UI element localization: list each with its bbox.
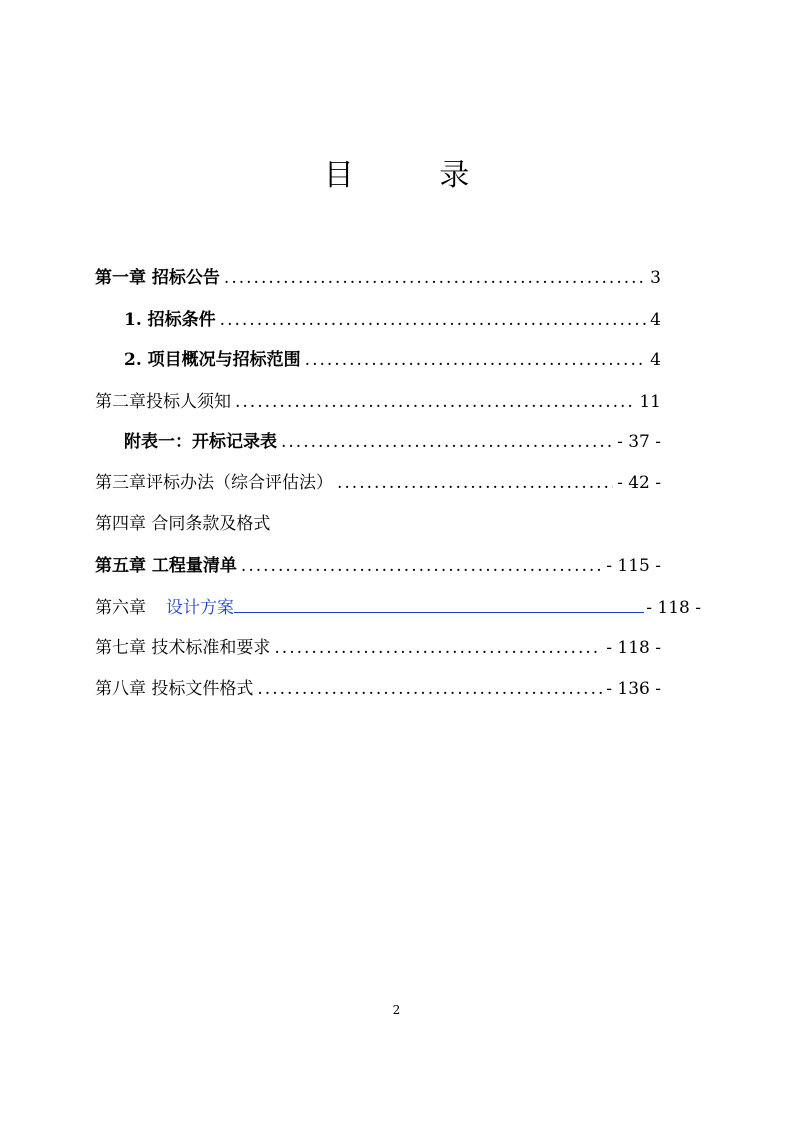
toc-entry-label: 2. 项目概况与招标范围	[124, 350, 301, 370]
toc-leader-dots	[257, 677, 602, 701]
toc-leader-dots	[235, 390, 635, 414]
toc-leader-dots	[337, 471, 613, 495]
toc-entry-page: - 37 -	[617, 432, 661, 452]
toc-entry-label: 第三章评标办法（综合评估法）	[95, 473, 333, 493]
hyperlink-underline	[234, 595, 644, 613]
toc-entry-label: 第八章 投标文件格式	[95, 679, 254, 699]
toc-entry-page: - 118 -	[646, 598, 701, 618]
toc-leader-dots	[241, 554, 602, 578]
toc-title: 目 录	[323, 158, 508, 193]
toc-entry-label: 附表一：开标记录表	[124, 432, 277, 452]
toc-link-design-plan[interactable]: 设计方案	[166, 598, 234, 618]
toc-entry-page: - 136 -	[606, 679, 661, 699]
toc-entry-section-1[interactable]	[124, 308, 661, 332]
toc-entry-label: 第五章 工程量清单	[95, 556, 237, 576]
toc-entry-page: 4	[650, 350, 661, 370]
page-number: 2	[392, 1003, 401, 1017]
toc-entry-chapter-3[interactable]	[95, 471, 661, 495]
toc-leader-dots	[224, 266, 646, 290]
toc-entry-chapter-number: 第六章	[95, 598, 146, 618]
toc-entry-label: 第一章 招标公告	[95, 268, 220, 288]
toc-entry-section-2[interactable]	[124, 348, 661, 372]
toc-entry-label: 1. 招标条件	[124, 310, 216, 330]
toc-entry-page: - 115 -	[606, 556, 661, 576]
toc-leader-dots	[220, 308, 647, 332]
toc-leader-dots	[281, 430, 613, 454]
toc-entry-chapter-5[interactable]	[95, 554, 661, 578]
toc-entry-chapter-4[interactable]	[95, 512, 661, 536]
toc-entry-page: - 42 -	[617, 473, 661, 493]
toc-entry-label: 第四章 合同条款及格式	[95, 514, 271, 534]
toc-entry-chapter-1[interactable]	[95, 266, 661, 290]
toc-leader-dots	[274, 636, 602, 660]
toc-entry-appendix-1[interactable]	[124, 430, 661, 454]
toc-leader-dots	[305, 348, 647, 372]
toc-entry-page: 3	[650, 268, 661, 288]
toc-entry-chapter-6[interactable]	[95, 595, 701, 619]
toc-entry-chapter-2[interactable]	[95, 390, 661, 414]
toc-entry-label: 第二章投标人须知	[95, 392, 231, 412]
toc-entry-chapter-8[interactable]	[95, 677, 661, 701]
toc-entry-label: 第七章 技术标准和要求	[95, 638, 271, 658]
toc-entry-page: - 118 -	[606, 638, 661, 658]
toc-entry-page: 4	[650, 310, 661, 330]
toc-entry-chapter-7[interactable]	[95, 636, 661, 660]
toc-entry-page: 11	[639, 392, 661, 412]
